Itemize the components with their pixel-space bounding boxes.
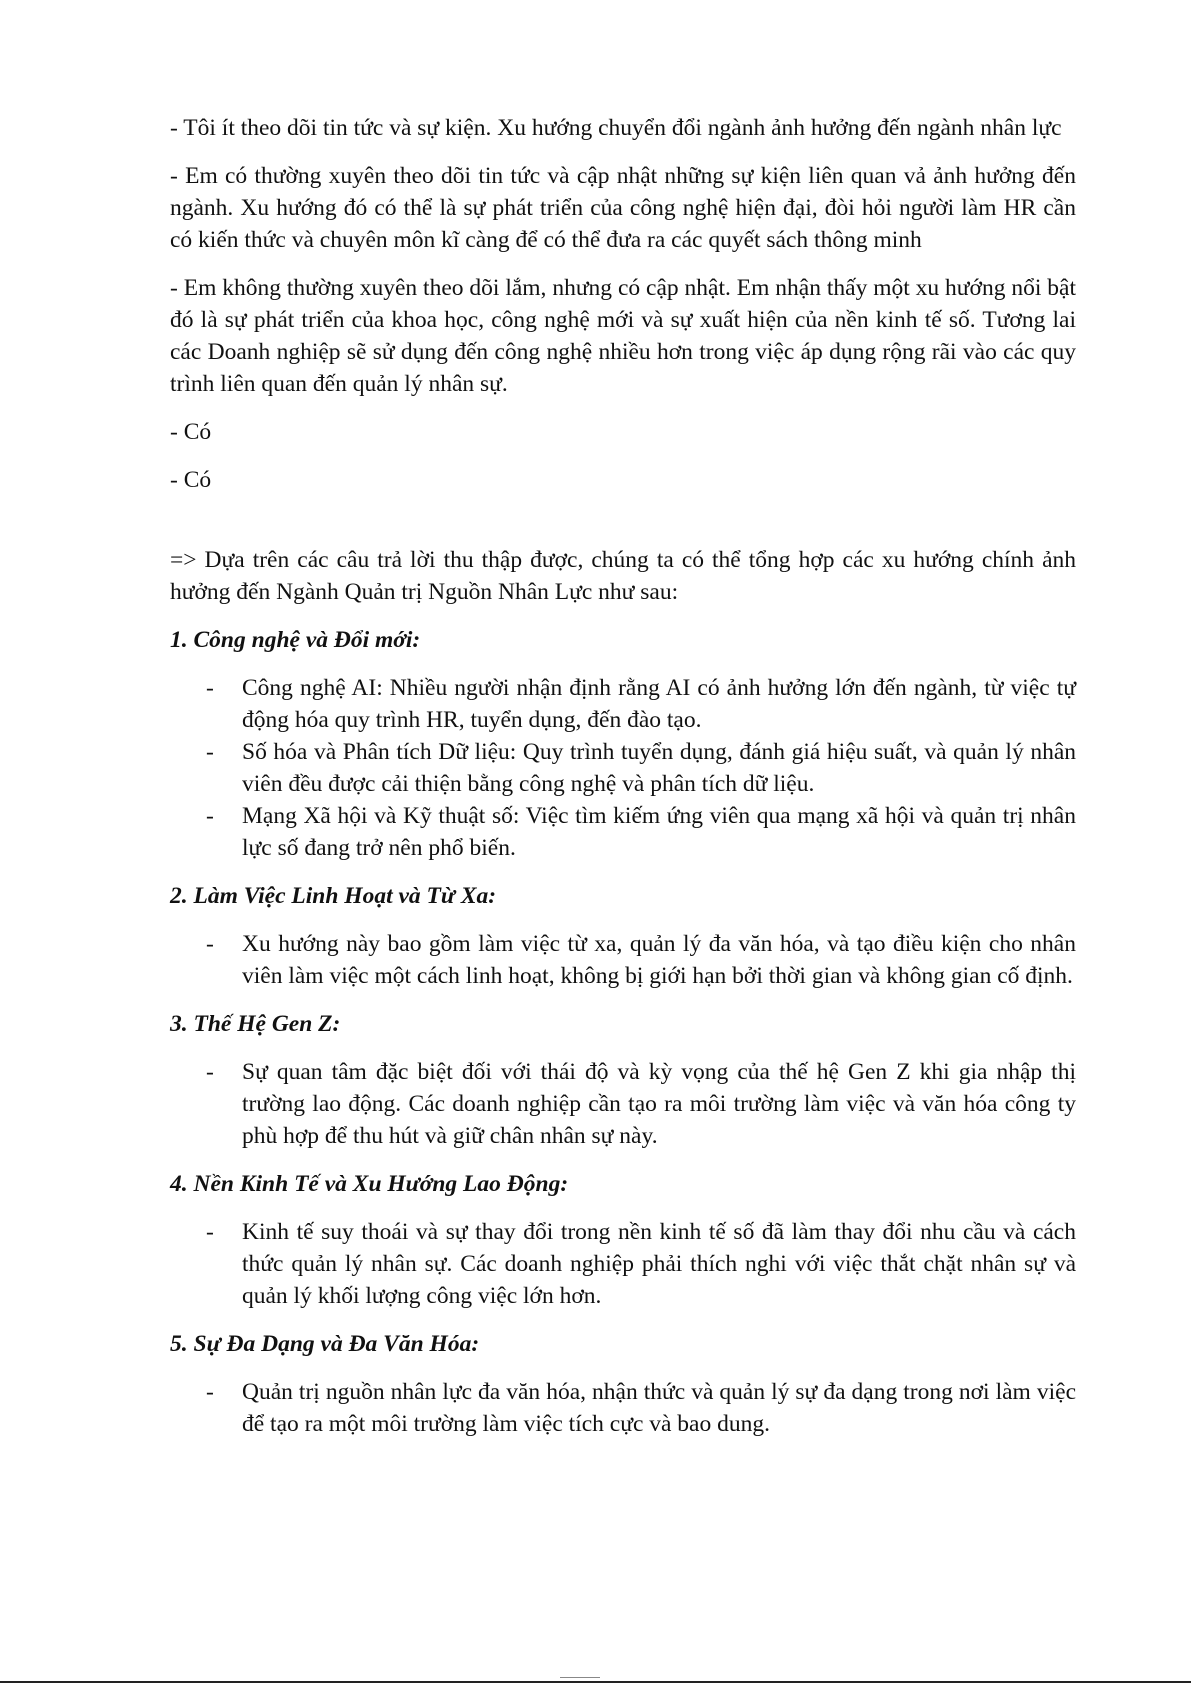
spacer [170,512,1076,544]
section-4 [170,1168,1076,1312]
section-heading: 1. Công nghệ và Đổi mới: [170,627,421,653]
dash-marker: - [206,931,214,957]
bullet-list [170,928,1076,992]
dash-marker: - [206,675,214,701]
list-item-text: Công nghệ AI: Nhiều người nhận định rằng AI có ảnh hưởng lớn đến ngành, từ việc tự động hóa quy trình HR, tuyển dụng, đến đào tạo. [242,675,1076,733]
bullet-list [170,1216,1076,1312]
section-heading: 5. Sự Đa Dạng và Đa Văn Hóa: [170,1331,480,1357]
answer-paragraph: - Em có thường xuyên theo dõi tin tức và cập nhật những sự kiện liên quan vả ảnh hưởng đến ngành. Xu hướng đó có thể là sự phát triển của công nghệ hiện đại, đòi hỏi người làm HR cần có kiến thức và chuyên môn kĩ càng để có thể đưa ra các quyết sách thông minh [170,163,1076,253]
bullet-list [170,1056,1076,1152]
list-item [170,1376,1076,1440]
bullet-list [170,1376,1076,1440]
list-item-text: Mạng Xã hội và Kỹ thuật số: Việc tìm kiếm ứng viên qua mạng xã hội và quản trị nhân lực số đang trở nên phổ biến. [242,803,1076,861]
summary-intro: => Dựa trên các câu trả lời thu thập được, chúng ta có thể tổng hợp các xu hướng chính ảnh hưởng đến Ngành Quản trị Nguồn Nhân Lực như sau: [170,547,1076,605]
answer-paragraph: - Có [170,467,212,493]
section-5 [170,1328,1076,1440]
list-item [170,800,1076,864]
dash-marker: - [206,1219,214,1245]
section-1 [170,624,1076,864]
page-bottom-mark [560,1677,600,1678]
section-heading: 3. Thế Hệ Gen Z: [170,1011,341,1037]
list-item-text: Số hóa và Phân tích Dữ liệu: Quy trình tuyển dụng, đánh giá hiệu suất, và quản lý nhân viên đều được cải thiện bằng công nghệ và phân tích dữ liệu. [242,739,1076,797]
list-item-text: Xu hướng này bao gồm làm việc từ xa, quản lý đa văn hóa, và tạo điều kiện cho nhân viên làm việc một cách linh hoạt, không bị giới hạn bởi thời gian và không gian cố định. [242,931,1076,989]
list-item-text: Sự quan tâm đặc biệt đối với thái độ và kỳ vọng của thế hệ Gen Z khi gia nhập thị trường lao động. Các doanh nghiệp cần tạo ra môi trường làm việc và văn hóa công ty phù hợp để thu hút và giữ chân nhân sự này. [242,1059,1076,1149]
answer-paragraph: - Có [170,419,212,445]
section-heading: 2. Làm Việc Linh Hoạt và Từ Xa: [170,883,497,909]
answer-paragraph: - Tôi ít theo dõi tin tức và sự kiện. Xu hướng chuyển đổi ngành ảnh hưởng đến ngành nhân lực [170,115,1062,141]
dash-marker: - [206,803,214,829]
list-item-text: Kinh tế suy thoái và sự thay đổi trong nền kinh tế số đã làm thay đổi nhu cầu và cách thức quản lý nhân sự. Các doanh nghiệp phải thích nghi với việc thắt chặt nhân sự và quản lý khối lượng công việc lớn hơn. [242,1219,1076,1309]
page-bottom-border [0,1681,1191,1683]
section-3 [170,1008,1076,1152]
dash-marker: - [206,739,214,765]
section-heading: 4. Nền Kinh Tế và Xu Hướng Lao Động: [170,1171,569,1197]
dash-marker: - [206,1379,214,1405]
list-item [170,672,1076,736]
bullet-list [170,672,1076,864]
list-item [170,1056,1076,1152]
list-item [170,928,1076,992]
document-page [170,112,1076,1456]
list-item [170,736,1076,800]
section-2 [170,880,1076,992]
answer-paragraph: - Em không thường xuyên theo dõi lắm, nhưng có cập nhật. Em nhận thấy một xu hướng nổi bật đó là sự phát triển của khoa học, công nghệ mới và sự xuất hiện của nền kinh tế số. Tương lai các Doanh nghiệp sẽ sử dụng đến công nghệ nhiều hơn trong việc áp dụng rộng rãi vào các quy trình liên quan đến quản lý nhân sự. [170,275,1076,397]
dash-marker: - [206,1059,214,1085]
list-item [170,1216,1076,1312]
list-item-text: Quản trị nguồn nhân lực đa văn hóa, nhận thức và quản lý sự đa dạng trong nơi làm việc để tạo ra một môi trường làm việc tích cực và bao dung. [242,1379,1076,1437]
